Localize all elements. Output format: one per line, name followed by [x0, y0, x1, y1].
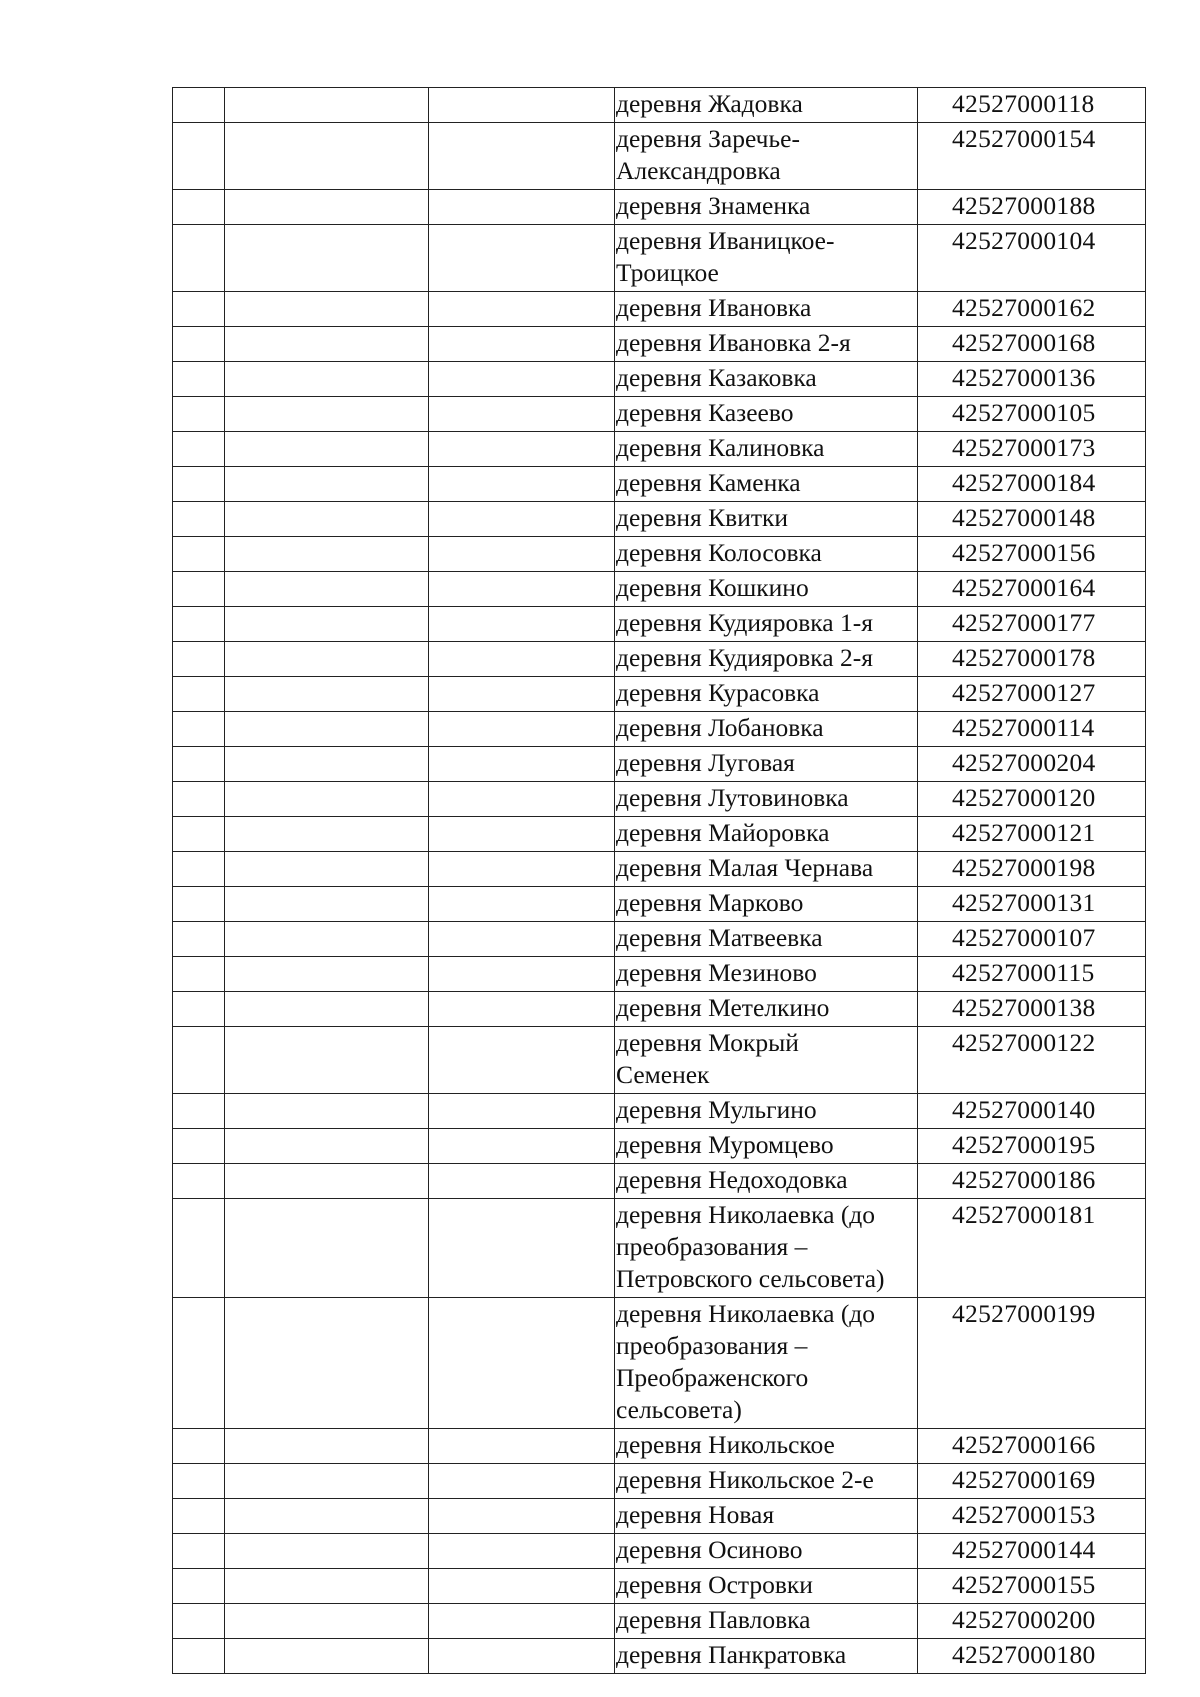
- table-row: [173, 1604, 1146, 1639]
- settlement-name-line: деревня Павловка: [616, 1605, 811, 1634]
- settlement-name-cell: [615, 432, 918, 467]
- column-3-cell: [429, 747, 615, 782]
- oktmo-code-cell: 42527000154: [918, 123, 1146, 190]
- column-2-cell: [225, 992, 429, 1027]
- table-row: [173, 362, 1146, 397]
- settlement-name-line: деревня Казаковка: [616, 363, 817, 392]
- oktmo-code-cell: 42527000198: [918, 852, 1146, 887]
- settlement-name-cell: [615, 1027, 918, 1094]
- number-cell: [173, 88, 225, 123]
- column-3-cell: [429, 1164, 615, 1199]
- table-row: [173, 1129, 1146, 1164]
- table-row: [173, 642, 1146, 677]
- oktmo-code-cell: 42527000184: [918, 467, 1146, 502]
- number-cell: [173, 572, 225, 607]
- number-cell: [173, 992, 225, 1027]
- settlement-name-line: деревня Каменка: [616, 468, 801, 497]
- settlement-name-line: деревня Кошкино: [616, 573, 809, 602]
- settlement-name-line: деревня Никольское: [616, 1430, 835, 1459]
- column-2-cell: [225, 190, 429, 225]
- number-cell: [173, 1604, 225, 1639]
- number-cell: [173, 852, 225, 887]
- settlement-name-cell: [615, 677, 918, 712]
- column-3-cell: [429, 817, 615, 852]
- table-row: [173, 292, 1146, 327]
- column-2-cell: [225, 1027, 429, 1094]
- settlement-name-line: деревня Метелкино: [616, 993, 830, 1022]
- column-3-cell: [429, 1604, 615, 1639]
- column-2-cell: [225, 1298, 429, 1429]
- oktmo-code-cell: 42527000162: [918, 292, 1146, 327]
- oktmo-code-cell: 42527000155: [918, 1569, 1146, 1604]
- settlement-name-line: деревня Иваницкое-: [616, 226, 835, 255]
- settlement-name-line: деревня Луговая: [616, 748, 795, 777]
- column-3-cell: [429, 607, 615, 642]
- settlement-name-line: деревня Мульгино: [616, 1095, 817, 1124]
- oktmo-code-cell: 42527000144: [918, 1534, 1146, 1569]
- oktmo-code-cell: 42527000153: [918, 1499, 1146, 1534]
- column-2-cell: [225, 1639, 429, 1674]
- column-2-cell: [225, 1534, 429, 1569]
- table-row: [173, 1569, 1146, 1604]
- table-row: [173, 1164, 1146, 1199]
- oktmo-code-cell: 42527000156: [918, 537, 1146, 572]
- column-2-cell: [225, 677, 429, 712]
- number-cell: [173, 327, 225, 362]
- settlement-name-line: деревня Ивановка 2-я: [616, 328, 851, 357]
- settlement-name-cell: [615, 852, 918, 887]
- settlement-name-cell: [615, 397, 918, 432]
- column-2-cell: [225, 1604, 429, 1639]
- column-2-cell: [225, 887, 429, 922]
- settlement-name-cell: [615, 782, 918, 817]
- settlement-name-line: Троицкое: [616, 258, 719, 287]
- settlement-name-line: деревня Колосовка: [616, 538, 822, 567]
- table-row: [173, 502, 1146, 537]
- settlement-name-cell: [615, 1569, 918, 1604]
- column-3-cell: [429, 362, 615, 397]
- column-2-cell: [225, 1499, 429, 1534]
- column-2-cell: [225, 1464, 429, 1499]
- oktmo-code-cell: 42527000138: [918, 992, 1146, 1027]
- settlement-name-cell: [615, 1199, 918, 1298]
- settlement-name-line: деревня Николаевка (до: [616, 1200, 876, 1229]
- column-2-cell: [225, 852, 429, 887]
- column-3-cell: [429, 1129, 615, 1164]
- table-row: [173, 1499, 1146, 1534]
- table-row: [173, 1199, 1146, 1298]
- table-row: [173, 1027, 1146, 1094]
- settlement-name-line: Александровка: [616, 156, 781, 185]
- oktmo-code-cell: 42527000168: [918, 327, 1146, 362]
- oktmo-code-cell: 42527000178: [918, 642, 1146, 677]
- settlement-name-line: деревня Муромцево: [616, 1130, 834, 1159]
- table-row: [173, 190, 1146, 225]
- settlement-name-cell: [615, 992, 918, 1027]
- number-cell: [173, 712, 225, 747]
- settlement-name-cell: [615, 1129, 918, 1164]
- number-cell: [173, 1534, 225, 1569]
- column-2-cell: [225, 432, 429, 467]
- column-2-cell: [225, 225, 429, 292]
- number-cell: [173, 957, 225, 992]
- oktmo-code-cell: 42527000166: [918, 1429, 1146, 1464]
- settlement-name-line: сельсовета): [616, 1395, 742, 1424]
- settlement-name-line: деревня Казеево: [616, 398, 794, 427]
- oktmo-code-cell: 42527000104: [918, 225, 1146, 292]
- column-3-cell: [429, 190, 615, 225]
- settlement-name-cell: [615, 1604, 918, 1639]
- settlement-name-line: деревня Малая Чернава: [616, 853, 874, 882]
- column-3-cell: [429, 1534, 615, 1569]
- settlement-name-cell: [615, 607, 918, 642]
- table-row: [173, 397, 1146, 432]
- settlement-name-line: деревня Квитки: [616, 503, 789, 532]
- number-cell: [173, 467, 225, 502]
- settlement-name-line: Петровского сельсовета): [616, 1264, 885, 1293]
- table-row: [173, 747, 1146, 782]
- column-3-cell: [429, 1199, 615, 1298]
- number-cell: [173, 190, 225, 225]
- oktmo-code-cell: 42527000127: [918, 677, 1146, 712]
- column-3-cell: [429, 1094, 615, 1129]
- column-2-cell: [225, 1094, 429, 1129]
- settlement-name-line: деревня Майоровка: [616, 818, 830, 847]
- number-cell: [173, 782, 225, 817]
- settlement-name-cell: [615, 88, 918, 123]
- oktmo-code-cell: 42527000131: [918, 887, 1146, 922]
- number-cell: [173, 1199, 225, 1298]
- oktmo-code-cell: 42527000120: [918, 782, 1146, 817]
- number-cell: [173, 677, 225, 712]
- column-3-cell: [429, 1464, 615, 1499]
- table-row: [173, 123, 1146, 190]
- column-3-cell: [429, 1298, 615, 1429]
- settlement-name-cell: [615, 887, 918, 922]
- settlement-name-line: деревня Мезиново: [616, 958, 817, 987]
- oktmo-code-cell: 42527000148: [918, 502, 1146, 537]
- column-3-cell: [429, 537, 615, 572]
- column-3-cell: [429, 502, 615, 537]
- table-row: [173, 1534, 1146, 1569]
- column-3-cell: [429, 572, 615, 607]
- settlement-name-line: Семенек: [616, 1060, 710, 1089]
- number-cell: [173, 432, 225, 467]
- column-3-cell: [429, 397, 615, 432]
- table-row: [173, 677, 1146, 712]
- column-3-cell: [429, 1639, 615, 1674]
- settlement-name-line: преобразования –: [616, 1331, 808, 1360]
- number-cell: [173, 817, 225, 852]
- oktmo-code-cell: 42527000107: [918, 922, 1146, 957]
- number-cell: [173, 922, 225, 957]
- table-row: [173, 992, 1146, 1027]
- number-cell: [173, 1429, 225, 1464]
- settlement-name-cell: [615, 1464, 918, 1499]
- oktmo-code-cell: 42527000118: [918, 88, 1146, 123]
- settlement-name-line: деревня Кудияровка 1-я: [616, 608, 873, 637]
- number-cell: [173, 123, 225, 190]
- oktmo-code-cell: 42527000181: [918, 1199, 1146, 1298]
- column-3-cell: [429, 1499, 615, 1534]
- settlement-name-cell: [615, 537, 918, 572]
- settlement-name-line: деревня Марково: [616, 888, 804, 917]
- settlement-name-line: деревня Кудияровка 2-я: [616, 643, 873, 672]
- column-2-cell: [225, 88, 429, 123]
- settlement-name-cell: [615, 1534, 918, 1569]
- oktmo-code-cell: 42527000164: [918, 572, 1146, 607]
- table-row: [173, 327, 1146, 362]
- column-2-cell: [225, 922, 429, 957]
- number-cell: [173, 537, 225, 572]
- column-2-cell: [225, 642, 429, 677]
- table-row: [173, 1298, 1146, 1429]
- table-row: [173, 957, 1146, 992]
- column-2-cell: [225, 817, 429, 852]
- column-2-cell: [225, 397, 429, 432]
- settlement-name-cell: [615, 957, 918, 992]
- oktmo-code-cell: 42527000195: [918, 1129, 1146, 1164]
- settlement-name-line: деревня Матвеевка: [616, 923, 823, 952]
- settlement-name-cell: [615, 502, 918, 537]
- settlement-name-line: Преображенского: [616, 1363, 809, 1392]
- settlement-name-line: деревня Ивановка: [616, 293, 812, 322]
- oktmo-code-cell: 42527000114: [918, 712, 1146, 747]
- table-row: [173, 922, 1146, 957]
- number-cell: [173, 1129, 225, 1164]
- number-cell: [173, 502, 225, 537]
- settlement-name-line: деревня Николаевка (до: [616, 1299, 876, 1328]
- column-3-cell: [429, 1569, 615, 1604]
- table-row: [173, 467, 1146, 502]
- column-3-cell: [429, 642, 615, 677]
- column-2-cell: [225, 1199, 429, 1298]
- number-cell: [173, 1164, 225, 1199]
- oktmo-code-cell: 42527000200: [918, 1604, 1146, 1639]
- settlement-name-cell: [615, 572, 918, 607]
- number-cell: [173, 1298, 225, 1429]
- column-2-cell: [225, 537, 429, 572]
- number-cell: [173, 1499, 225, 1534]
- settlement-name-cell: [615, 292, 918, 327]
- settlement-name-line: деревня Жадовка: [616, 89, 803, 118]
- number-cell: [173, 225, 225, 292]
- table-row: [173, 537, 1146, 572]
- column-3-cell: [429, 957, 615, 992]
- settlement-name-line: деревня Знаменка: [616, 191, 811, 220]
- column-2-cell: [225, 1429, 429, 1464]
- number-cell: [173, 607, 225, 642]
- oktmo-code-cell: 42527000180: [918, 1639, 1146, 1674]
- settlement-name-cell: [615, 190, 918, 225]
- settlement-name-cell: [615, 1499, 918, 1534]
- number-cell: [173, 362, 225, 397]
- oktmo-code-cell: 42527000140: [918, 1094, 1146, 1129]
- table-row: [173, 572, 1146, 607]
- number-cell: [173, 397, 225, 432]
- column-3-cell: [429, 1027, 615, 1094]
- settlement-name-cell: [615, 362, 918, 397]
- column-2-cell: [225, 572, 429, 607]
- column-2-cell: [225, 712, 429, 747]
- number-cell: [173, 642, 225, 677]
- settlement-name-cell: [615, 922, 918, 957]
- settlement-name-line: деревня Новая: [616, 1500, 775, 1529]
- settlement-name-line: деревня Калиновка: [616, 433, 825, 462]
- settlement-name-line: деревня Лобановка: [616, 713, 824, 742]
- table-body: [173, 88, 1146, 1674]
- column-3-cell: [429, 292, 615, 327]
- settlement-name-line: деревня Заречье-: [616, 124, 800, 153]
- oktmo-code-cell: 42527000188: [918, 190, 1146, 225]
- number-cell: [173, 1569, 225, 1604]
- oktmo-code-cell: 42527000186: [918, 1164, 1146, 1199]
- oktmo-code-cell: 42527000199: [918, 1298, 1146, 1429]
- table-row: [173, 817, 1146, 852]
- column-2-cell: [225, 1569, 429, 1604]
- column-3-cell: [429, 852, 615, 887]
- settlement-name-line: деревня Осиново: [616, 1535, 803, 1564]
- table-row: [173, 1429, 1146, 1464]
- oktmo-code-cell: 42527000122: [918, 1027, 1146, 1094]
- number-cell: [173, 1464, 225, 1499]
- number-cell: [173, 292, 225, 327]
- settlement-name-cell: [615, 225, 918, 292]
- settlement-name-cell: [615, 712, 918, 747]
- column-2-cell: [225, 1129, 429, 1164]
- table-row: [173, 852, 1146, 887]
- column-3-cell: [429, 327, 615, 362]
- number-cell: [173, 1094, 225, 1129]
- oktmo-code-cell: 42527000105: [918, 397, 1146, 432]
- table-row: [173, 225, 1146, 292]
- table-row: [173, 712, 1146, 747]
- settlement-name-cell: [615, 1429, 918, 1464]
- settlement-name-cell: [615, 642, 918, 677]
- table-row: [173, 607, 1146, 642]
- table-row: [173, 1639, 1146, 1674]
- settlement-name-cell: [615, 1164, 918, 1199]
- number-cell: [173, 1027, 225, 1094]
- oktmo-code-cell: 42527000115: [918, 957, 1146, 992]
- settlement-name-cell: [615, 123, 918, 190]
- column-3-cell: [429, 887, 615, 922]
- column-3-cell: [429, 712, 615, 747]
- settlement-name-line: деревня Мокрый: [616, 1028, 799, 1057]
- settlement-name-line: деревня Недоходовка: [616, 1165, 848, 1194]
- column-2-cell: [225, 957, 429, 992]
- column-2-cell: [225, 782, 429, 817]
- settlement-name-cell: [615, 467, 918, 502]
- settlement-name-line: деревня Курасовка: [616, 678, 820, 707]
- table-row: [173, 88, 1146, 123]
- settlement-name-line: деревня Панкратовка: [616, 1640, 847, 1669]
- settlement-name-cell: [615, 1298, 918, 1429]
- oktmo-code-cell: 42527000204: [918, 747, 1146, 782]
- settlement-name-line: деревня Никольское 2-е: [616, 1465, 874, 1494]
- column-3-cell: [429, 88, 615, 123]
- number-cell: [173, 747, 225, 782]
- column-3-cell: [429, 992, 615, 1027]
- oktmo-code-cell: 42527000121: [918, 817, 1146, 852]
- table-row: [173, 782, 1146, 817]
- settlement-name-line: деревня Лутовиновка: [616, 783, 849, 812]
- number-cell: [173, 1639, 225, 1674]
- table-row: [173, 887, 1146, 922]
- table-row: [173, 1464, 1146, 1499]
- number-cell: [173, 887, 225, 922]
- column-3-cell: [429, 677, 615, 712]
- oktmo-code-cell: 42527000177: [918, 607, 1146, 642]
- oktmo-code-cell: 42527000169: [918, 1464, 1146, 1499]
- column-3-cell: [429, 1429, 615, 1464]
- settlement-name-cell: [615, 747, 918, 782]
- column-3-cell: [429, 225, 615, 292]
- column-2-cell: [225, 292, 429, 327]
- column-3-cell: [429, 782, 615, 817]
- settlement-name-line: преобразования –: [616, 1232, 808, 1261]
- column-2-cell: [225, 327, 429, 362]
- settlement-name-cell: [615, 817, 918, 852]
- oktmo-code-cell: 42527000136: [918, 362, 1146, 397]
- settlement-name-cell: [615, 1094, 918, 1129]
- oktmo-code-cell: 42527000173: [918, 432, 1146, 467]
- settlement-name-line: деревня Островки: [616, 1570, 813, 1599]
- column-2-cell: [225, 502, 429, 537]
- settlement-name-cell: [615, 327, 918, 362]
- table-row: [173, 1094, 1146, 1129]
- column-2-cell: [225, 747, 429, 782]
- column-2-cell: [225, 1164, 429, 1199]
- column-3-cell: [429, 467, 615, 502]
- column-2-cell: [225, 362, 429, 397]
- column-3-cell: [429, 922, 615, 957]
- column-3-cell: [429, 432, 615, 467]
- settlements-table: [172, 87, 1146, 1674]
- column-2-cell: [225, 123, 429, 190]
- column-2-cell: [225, 467, 429, 502]
- column-2-cell: [225, 607, 429, 642]
- column-3-cell: [429, 123, 615, 190]
- table-row: [173, 432, 1146, 467]
- settlement-name-cell: [615, 1639, 918, 1674]
